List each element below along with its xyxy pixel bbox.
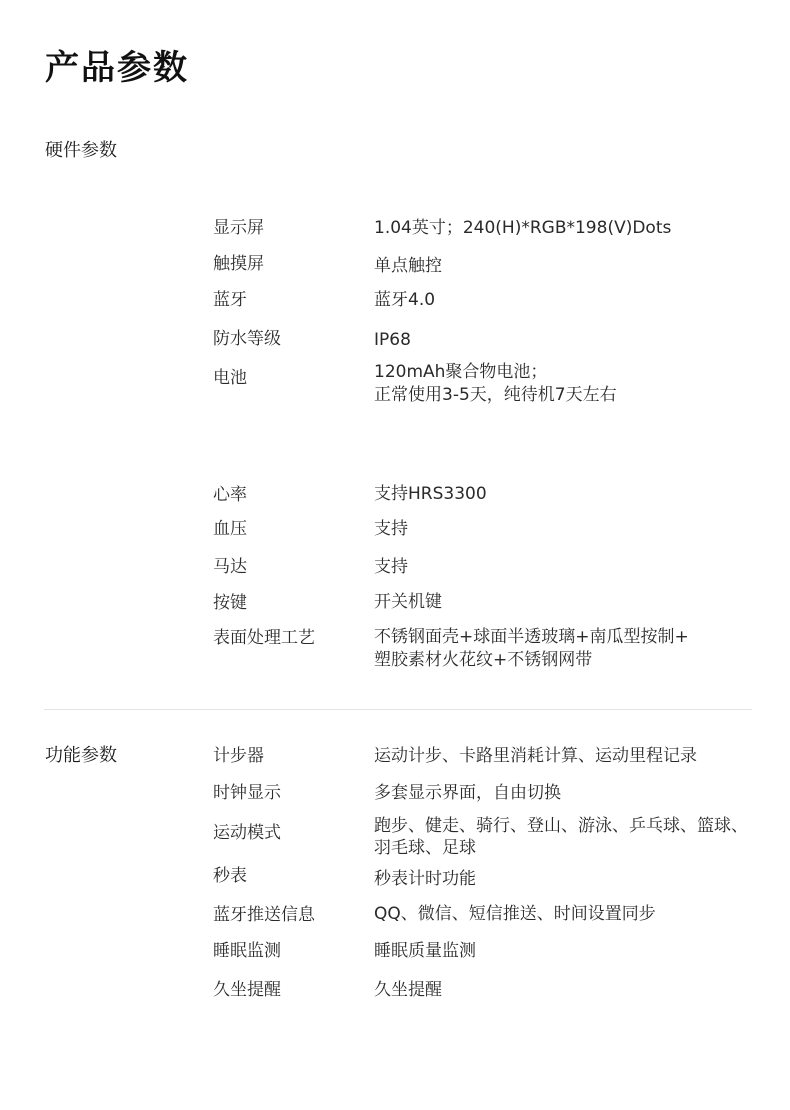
spec-key-waterproof: 防水等级 — [213, 329, 281, 349]
spec-key-button: 按键 — [213, 593, 247, 613]
spec-value-surface-line1: 不锈钢面壳+球面半透玻璃+南瓜型按制+ — [374, 627, 689, 647]
spec-value-clock: 多套显示界面，自由切换 — [374, 783, 561, 803]
spec-value-bluetooth: 蓝牙4.0 — [374, 290, 436, 310]
spec-value-battery-line1: 120mAh聚合物电池； — [374, 362, 548, 382]
spec-value-display: 1.04英寸；240(H)*RGB*198(V)Dots — [374, 218, 672, 238]
spec-key-surface: 表面处理工艺 — [213, 628, 315, 648]
spec-value-surface-line2: 塑胶素材火花纹+不锈钢网带 — [374, 650, 593, 670]
spec-key-touchscreen: 触摸屏 — [213, 254, 264, 274]
spec-key-pedometer: 计步器 — [213, 746, 264, 766]
spec-value-sport-mode-line2: 羽毛球、足球 — [374, 838, 476, 858]
spec-key-sport-mode: 运动模式 — [213, 823, 281, 843]
spec-value-sleep: 睡眠质量监测 — [374, 941, 476, 961]
spec-key-blood-pressure: 血压 — [213, 519, 247, 539]
section-divider — [44, 709, 752, 710]
spec-value-notifications: QQ、微信、短信推送、时间设置同步 — [374, 904, 656, 924]
spec-key-stopwatch: 秒表 — [213, 866, 247, 886]
spec-value-sport-mode-line1: 跑步、健走、骑行、登山、游泳、乒乓球、篮球、 — [374, 816, 748, 836]
spec-value-motor: 支持 — [374, 557, 408, 577]
spec-value-button: 开关机键 — [374, 592, 442, 612]
spec-key-bluetooth: 蓝牙 — [213, 290, 247, 310]
spec-key-notifications: 蓝牙推送信息 — [213, 905, 315, 925]
spec-key-heart-rate: 心率 — [213, 485, 247, 505]
spec-key-clock: 时钟显示 — [213, 783, 281, 803]
spec-value-waterproof: IP68 — [374, 330, 411, 350]
spec-value-stopwatch: 秒表计时功能 — [374, 869, 476, 889]
function-section-label: 功能参数 — [45, 745, 117, 766]
spec-key-motor: 马达 — [213, 557, 247, 577]
hardware-section-label: 硬件参数 — [45, 140, 117, 161]
spec-value-blood-pressure: 支持 — [374, 519, 408, 539]
page-title: 产品参数 — [45, 48, 189, 88]
spec-value-heart-rate: 支持HRS3300 — [374, 484, 487, 504]
spec-value-battery-line2: 正常使用3-5天，纯待机7天左右 — [374, 385, 617, 405]
spec-value-touchscreen: 单点触控 — [374, 256, 442, 276]
spec-key-display: 显示屏 — [213, 218, 264, 238]
spec-value-sedentary: 久坐提醒 — [374, 980, 442, 1000]
spec-key-sleep: 睡眠监测 — [213, 941, 281, 961]
spec-value-pedometer: 运动计步、卡路里消耗计算、运动里程记录 — [374, 746, 697, 766]
spec-key-sedentary: 久坐提醒 — [213, 980, 281, 1000]
spec-key-battery: 电池 — [213, 368, 247, 388]
